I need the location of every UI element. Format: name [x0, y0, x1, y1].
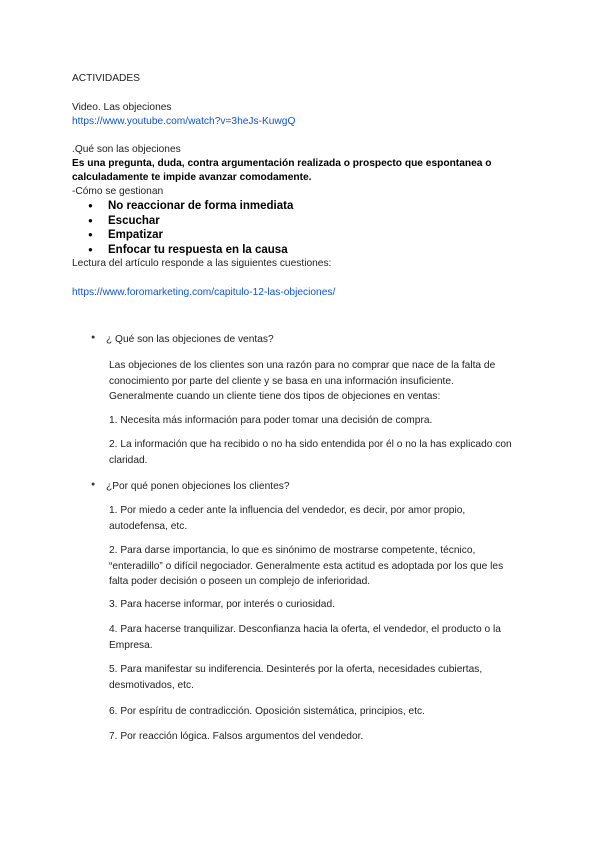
reason-1: [109, 503, 529, 534]
q1-point-1: 1. Necesita más información para poder tomar una decisión de compra.: [109, 415, 433, 426]
reason-4-line: Empresa.: [109, 639, 153, 651]
reason-4-line: 4. Para hacerse tranquilizar. Desconfianza hacia la oferta, el vendedor, el producto o la: [109, 624, 501, 635]
how-item: ● Empatizar: [90, 228, 532, 243]
definition-answer-line2: calculadamente te impide avanzar comodamente.: [72, 172, 312, 183]
document-body: [72, 72, 532, 300]
reading-instruction: Lectura del artículo responde a las siguientes cuestiones:: [72, 258, 332, 269]
q1-point-2-line: claridad.: [109, 454, 148, 466]
reason-2-line: falta poder decisión o poseen un complejo de inferioridad.: [109, 576, 371, 587]
q1-intro-line: Las objeciones de los clientes son una razón para no comprar que nace de la falta de: [109, 360, 496, 371]
reason-6: 6. Por espíritu de contradicción. Oposición sistemática, principios, etc.: [109, 706, 425, 717]
how-label: -Cómo se gestionan: [72, 186, 164, 197]
reason-7: 7. Por reacción lógica. Falsos argumentos del vendedor.: [109, 731, 364, 742]
reason-2-line: 2. Para darse importancia, lo que es sinónimo de mostrarse competente, técnico,: [109, 545, 476, 556]
how-item: ● Escuchar: [90, 214, 532, 229]
reason-2: [109, 543, 529, 590]
reason-3: 3. Para hacerse informar, por interés o curiosidad.: [109, 599, 335, 610]
question-2-title: ¿Por qué ponen objeciones los clientes?: [106, 481, 290, 492]
how-item: ● No reaccionar de forma inmediata: [90, 199, 532, 214]
reason-1-line: autodefensa, etc.: [109, 520, 188, 532]
question-1-title: ¿ Qué son las objeciones de ventas?: [106, 334, 274, 345]
bullet-icon: ●: [91, 481, 96, 488]
reason-5-line: 5. Para manifestar su indiferencia. Desinterés por la oferta, necesidades cubiertas,: [109, 664, 483, 675]
q1-point-2: [109, 437, 529, 468]
heading: ACTIVIDADES: [72, 73, 140, 84]
q1-intro: [109, 358, 529, 405]
article-link[interactable]: https://www.foromarketing.com/capitulo-12-las-objeciones/: [72, 287, 336, 298]
reason-4: [109, 622, 529, 653]
reason-2-line: “enteradillo” o difícil negociador. Generalmente esta actitud es adoptada por los que les: [109, 560, 504, 572]
reason-5: [109, 662, 529, 693]
q1-intro-line: conocimiento por parte del cliente y se basa en una información insuficiente.: [109, 375, 454, 387]
video-link[interactable]: https://www.youtube.com/watch?v=3heJs-KuwgQ: [72, 116, 296, 127]
how-item: ● Enfocar tu respuesta en la causa: [90, 243, 532, 258]
video-label: Video. Las objeciones: [72, 102, 172, 113]
reason-5-line: desmotivados, etc.: [109, 679, 194, 691]
q1-intro-line: Generalmente cuando un cliente tiene dos tipos de objeciones en ventas:: [109, 391, 441, 402]
reason-1-line: 1. Por miedo a ceder ante la influencia del vendedor, es decir, por amor propio,: [109, 505, 466, 516]
definition-answer-line1: Es una pregunta, duda, contra argumentación realizada o prospecto que espontanea o: [72, 158, 492, 169]
how-list: [72, 199, 532, 257]
definition-question: .Qué son las objeciones: [72, 144, 181, 155]
q1-point-2-line: 2. La información que ha recibido o no ha sido entendida por él o no la has explicado con: [109, 439, 512, 450]
bullet-icon: ●: [91, 334, 96, 341]
